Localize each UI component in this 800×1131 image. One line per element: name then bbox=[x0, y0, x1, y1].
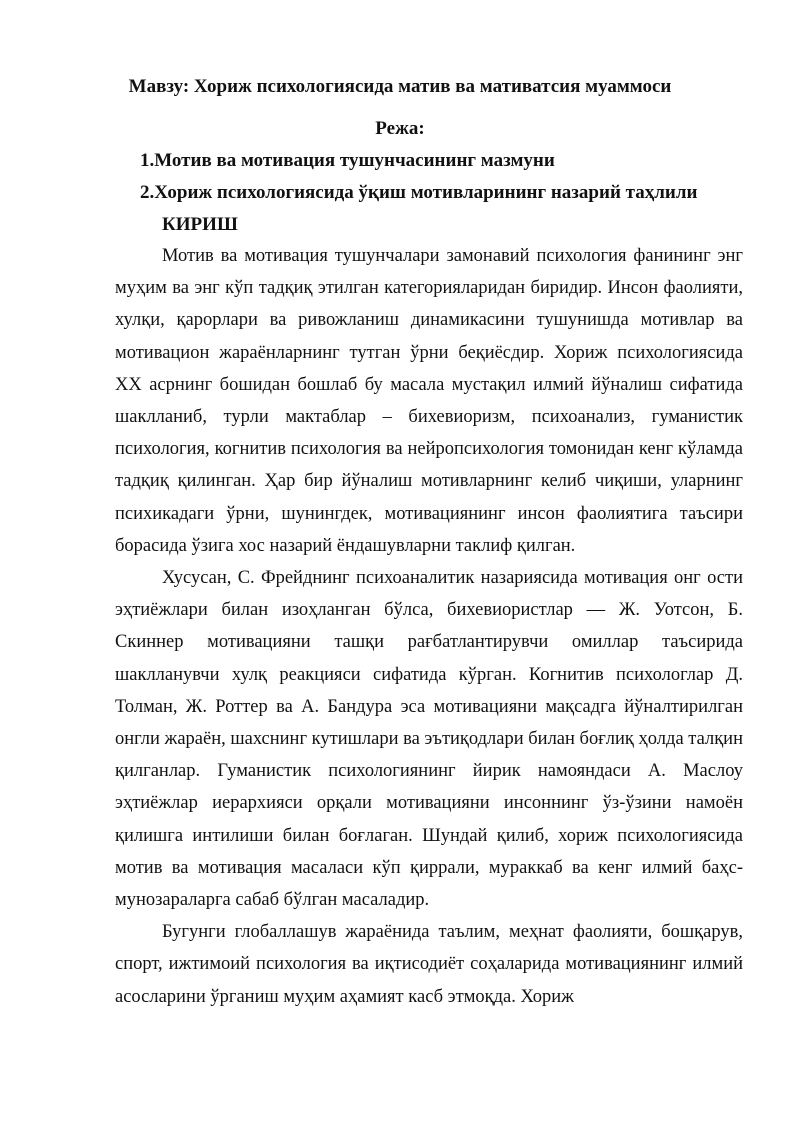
paragraph-1: Мотив ва мотивация тушунчалари замонавий психология фанининг энг муҳим ва энг кўп тадқиқ этилган категорияларидан биридир. Инсон фаолияти, хулқи, қарорлари ва ривожланиш динамикасини тушунишда мотивлар ва мотивацион жараёнларнинг тутган ўрни беқиёсдир. Хориж психологиясида XX асрнинг бошидан бошлаб бу масала мустақил илмий йўналиш сифатида шаклланиб, турли мактаблар – бихевиоризм, психоанализ, гуманистик психология, когнитив психология ва нейропсихология томонидан кенг кўламда тадқиқ қилинган. Ҳар бир йўналиш мотивларнинг келиб чиқиши, уларнинг психикадаги ўрни, шунингдек, мотивациянинг инсон фаолиятига таъсири борасида ўзига хос назарий ёндашувларни таклиф қилган. bbox=[115, 246, 743, 556]
plan-item-2: 2.Хориж психологиясида ўқиш мотивларининг назарий таҳлили bbox=[140, 182, 698, 203]
paragraph-3: Бугунги глобаллашув жараёнида таълим, меҳнат фаолияти, бошқарув, спорт, ижтимоий психология ва иқтисодиёт соҳаларида мотивациянинг илмий асосларини ўрганиш муҳим аҳамият касб этмоқда. Хориж bbox=[115, 922, 743, 1007]
intro-heading: КИРИШ bbox=[162, 214, 238, 235]
plan-heading: Режа: bbox=[375, 118, 425, 139]
paragraph-2: Хусусан, С. Фрейднинг психоаналитик назариясида мотивация онг ости эҳтиёжлари билан изоҳланган бўлса, бихевиористлар — Ж. Уотсон, Б. Скиннер мотивацияни ташқи рағбатлантирувчи омиллар таъсирида шаклланувчи хулқ реакцияси сифатида кўрган. Когнитив психологлар Д. Толман, Ж. Роттер ва А. Бандура эса мотивацияни мақсадга йўналтирилган онгли жараён, шахснинг кутишлари ва эътиқодлари билан боғлиқ ҳолда талқин қилганлар. Гуманистик психологиянинг йирик намояндаси А. Маслоу эҳтиёжлар иерархияси орқали мотивацияни инсоннинг ўз-ўзини намоён қилишга интилиши билан боғлаган. Шундай қилиб, хориж психологиясида мотив ва мотивация масаласи кўп қиррали, мураккаб ва кенг илмий баҳс-мунозараларга сабаб бўлган масаладир. bbox=[115, 568, 743, 911]
plan-item-1: 1.Мотив ва мотивация тушунчасининг мазмуни bbox=[140, 150, 555, 171]
body-text bbox=[115, 240, 743, 1013]
document-title: Мавзу: Хориж психологиясида матив ва мативатсия муаммоси bbox=[128, 76, 672, 97]
